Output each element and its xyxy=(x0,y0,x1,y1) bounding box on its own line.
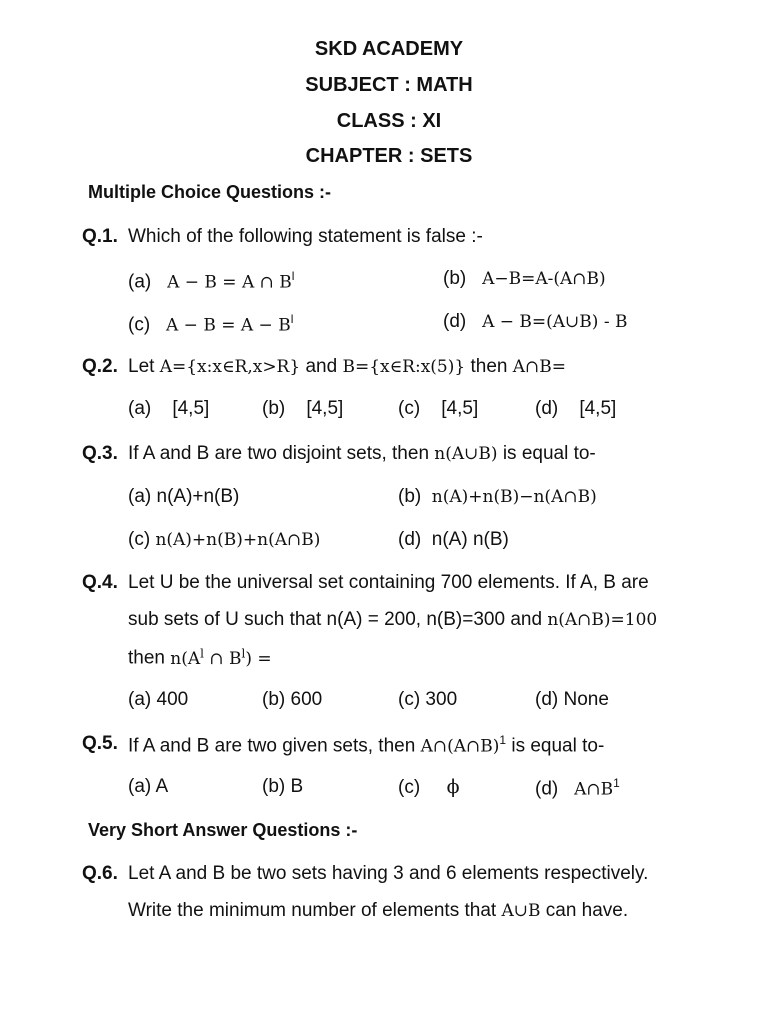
option-math: A∩B xyxy=(574,779,614,800)
text-then: then xyxy=(470,356,508,377)
option-label: (d) xyxy=(535,778,559,800)
line-text: Write the minimum number of elements that xyxy=(128,900,497,921)
subject-line: SUBJECT : MATH xyxy=(305,74,473,96)
option-a: (a) A xyxy=(128,776,169,797)
union-expression: n(A∪B) xyxy=(434,444,498,464)
option-a: (a) n(A)+n(B) xyxy=(128,486,240,507)
option-math: A − B = A ∩ B xyxy=(167,272,292,293)
option-math: A − B = A − B xyxy=(166,315,291,336)
option-label: (b) xyxy=(398,486,422,507)
class-line: CLASS : XI xyxy=(336,110,442,132)
superscript: 1 xyxy=(499,733,507,747)
question-line-2 xyxy=(128,900,628,922)
chapter-line: CHAPTER : SETS xyxy=(305,145,473,167)
line-text: sub sets of U such that n(A) = 200, n(B)=300 and xyxy=(128,609,543,630)
option-d xyxy=(443,311,627,333)
option-c: (c) 300 xyxy=(398,689,458,710)
question-number: Q.1. xyxy=(82,226,118,247)
prime-mark: l xyxy=(290,312,294,326)
superscript: 1 xyxy=(613,776,620,790)
option-b: (b) B xyxy=(262,776,304,797)
option-math: A−B=A-(A∩B) xyxy=(482,269,606,289)
intersection-expression: A∩B= xyxy=(512,357,567,377)
option-d: (d) n(A) n(B) xyxy=(398,529,509,550)
line-tail: can have. xyxy=(545,900,629,921)
empty-set-symbol: ϕ xyxy=(446,776,460,798)
prime-mark: l xyxy=(200,646,204,660)
option-a xyxy=(128,269,294,293)
question-text xyxy=(128,443,596,465)
union-expression: A∪B xyxy=(501,901,541,921)
option-label: (c) xyxy=(398,777,421,798)
option-label: (c) xyxy=(128,314,151,336)
option-c xyxy=(398,776,460,799)
option-math: n(A)+n(B)+n(A∩B) xyxy=(155,530,321,550)
option-label: (d) xyxy=(443,311,467,332)
section-mcq-heading: Multiple Choice Questions :- xyxy=(88,182,332,202)
text-then: then xyxy=(128,647,165,669)
question-number: Q.4. xyxy=(82,572,118,593)
set-a-definition: A={x:x∈R,x>R} xyxy=(159,357,301,377)
option-c xyxy=(128,529,320,551)
option-label: (b) xyxy=(443,268,467,289)
prime-mark: l xyxy=(241,646,246,660)
option-b: (b) 600 xyxy=(262,689,323,710)
question-line-3 xyxy=(128,646,272,670)
question-tail: is equal to- xyxy=(511,735,605,757)
option-c xyxy=(128,312,293,336)
option-b xyxy=(398,486,597,508)
question-line-1: Let U be the universal set containing 700 elements. If A, B are xyxy=(128,572,649,593)
set-expression: A∩(A∩B) xyxy=(420,736,500,757)
option-b: (b) [4,5] xyxy=(262,398,344,419)
question-lead: If A and B are two disjoint sets, then xyxy=(128,443,430,464)
intersection-count: n(A∩B)=100 xyxy=(547,610,658,630)
option-math: A − B=(A∪B) - B xyxy=(482,312,628,332)
option-c: (c) [4,5] xyxy=(398,398,479,419)
question-text xyxy=(128,356,566,378)
question-line-1: Let A and B be two sets having 3 and 6 elements respectively. xyxy=(128,863,649,884)
question-tail: is equal to- xyxy=(502,443,596,464)
complement-expression: $n(A^l$ ∩ $B^l$) = xyxy=(170,646,272,669)
option-d xyxy=(535,776,620,800)
question-line-2 xyxy=(128,609,657,631)
option-d: (d) [4,5] xyxy=(535,398,617,419)
option-d: (d) None xyxy=(535,689,609,710)
question-text xyxy=(128,733,604,757)
set-b-definition: B={x∈R:x(5)} xyxy=(342,357,466,377)
option-b xyxy=(443,268,606,290)
question-number: Q.3. xyxy=(82,443,118,464)
section-vsa-heading: Very Short Answer Questions :- xyxy=(88,820,358,840)
question-number: Q.6. xyxy=(82,863,118,884)
text-let: Let xyxy=(128,356,155,377)
school-name: SKD ACADEMY xyxy=(314,38,464,60)
prime-mark: l xyxy=(291,269,295,283)
question-lead: If A and B are two given sets, then xyxy=(128,735,416,757)
text-and: and xyxy=(305,356,338,377)
option-label: (a) xyxy=(128,271,152,293)
question-number: Q.5. xyxy=(82,733,118,754)
option-a: (a) 400 xyxy=(128,689,189,710)
option-math: n(A)+n(B)−n(A∩B) xyxy=(431,487,597,507)
question-text: Which of the following statement is false :- xyxy=(128,226,483,247)
question-number: Q.2. xyxy=(82,356,118,377)
option-label: (c) xyxy=(128,529,151,550)
option-a: (a) [4,5] xyxy=(128,398,210,419)
